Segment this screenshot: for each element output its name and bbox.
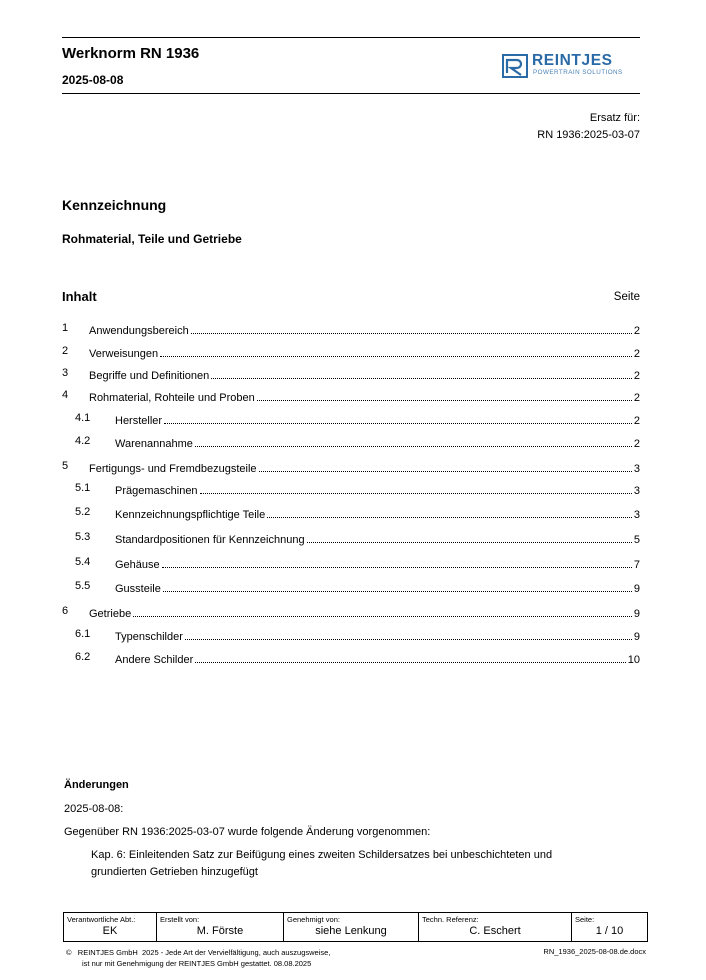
toc-entry[interactable]	[62, 389, 640, 405]
toc-entry-page: 3	[633, 485, 640, 497]
toc-entry-page: 2	[633, 370, 640, 382]
replacement-label: Ersatz für:	[589, 112, 640, 124]
toc-heading: Inhalt	[62, 289, 97, 304]
logo-tagline: POWERTRAIN SOLUTIONS	[533, 69, 623, 76]
toc-entry[interactable]	[62, 412, 640, 428]
toc-leader-dots	[195, 651, 625, 663]
toc-leader-dots	[200, 482, 632, 494]
changes-intro: Gegenüber RN 1936:2025-03-07 wurde folgende Änderung vorgenommen:	[64, 826, 431, 838]
header-top-rule	[62, 37, 640, 38]
toc-leader-dots	[259, 460, 632, 472]
toc-entry[interactable]	[62, 531, 640, 547]
approved-by-cell: Genehmigt von: siehe Lenkung	[284, 913, 419, 942]
approval-table	[63, 912, 648, 942]
toc-entry[interactable]	[62, 367, 640, 383]
logo-wordmark: REINTJES	[532, 52, 613, 69]
toc-entry[interactable]	[62, 651, 640, 667]
reintjes-logo-icon	[502, 54, 528, 78]
changes-date: 2025-08-08:	[64, 803, 124, 815]
toc-entry-number: 4.1	[75, 412, 91, 424]
toc-leader-dots	[185, 628, 632, 640]
toc-entry-page: 2	[633, 348, 640, 360]
toc-entry-title: Typenschilder	[115, 631, 183, 643]
toc-entry-title: Getriebe	[89, 608, 132, 620]
toc-entry-page: 10	[627, 654, 640, 666]
toc-entry-page: 2	[633, 438, 640, 450]
toc-entry[interactable]	[62, 506, 640, 522]
created-by-cell: Erstellt von: M. Förste	[157, 913, 284, 942]
toc-entry-number: 6.2	[75, 651, 91, 663]
changes-item-line-1: Kap. 6: Einleitenden Satz zur Beifügung eines zweiten Schildersatzes bei unbeschichteten und	[91, 849, 553, 861]
toc-entry-title: Hersteller	[115, 415, 163, 427]
toc-entry-title: Rohmaterial, Rohteile und Proben	[89, 392, 255, 404]
toc-entry-title: Warenannahme	[115, 438, 193, 450]
toc-entry-title: Gussteile	[115, 583, 161, 595]
toc-leader-dots	[160, 345, 632, 357]
toc-entry-title: Fertigungs- und Fremdbezugsteile	[89, 463, 257, 475]
toc-entry-number: 5.5	[75, 580, 91, 592]
page-number-cell: Seite: 1 / 10	[572, 913, 648, 942]
document-number: Werknorm RN 1936	[62, 45, 200, 62]
tech-reference-cell: Techn. Referenz: C. Eschert	[419, 913, 572, 942]
page-title: Kennzeichnung	[62, 197, 167, 213]
toc-entry[interactable]	[62, 580, 640, 596]
copyright-notice	[66, 947, 330, 969]
toc-leader-dots	[162, 556, 632, 568]
copyright-line-2: ist nur mit Genehmigung der REINTJES GmbH gestattet. 08.08.2025	[82, 959, 312, 968]
toc-entry[interactable]	[62, 435, 640, 451]
toc-entry-title: Prägemaschinen	[115, 485, 198, 497]
toc-entry-number: 5	[62, 460, 69, 472]
toc-leader-dots	[163, 580, 632, 592]
toc-leader-dots	[164, 412, 632, 424]
changes-heading: Änderungen	[64, 779, 129, 791]
toc-entry-page: 7	[633, 559, 640, 571]
toc-entry-page: 9	[633, 631, 640, 643]
toc-entry-number: 4	[62, 389, 69, 401]
toc-entry-title: Kennzeichnungspflichtige Teile	[115, 509, 266, 521]
toc-entry-page: 2	[633, 325, 640, 337]
changes-item-line-2: grundierten Getrieben hinzugefügt	[91, 866, 258, 878]
toc-leader-dots	[211, 367, 632, 379]
toc-entry-title: Begriffe und Definitionen	[89, 370, 210, 382]
toc-entry-page: 2	[633, 415, 640, 427]
toc-entry-number: 5.1	[75, 482, 91, 494]
toc-entry-number: 5.2	[75, 506, 91, 518]
toc-entry-page: 3	[633, 509, 640, 521]
toc-entry-page: 9	[633, 583, 640, 595]
toc-entry-number: 3	[62, 367, 69, 379]
company-logo	[502, 53, 642, 79]
toc-page-label: Seite	[613, 291, 640, 303]
toc-entry[interactable]	[62, 556, 640, 572]
toc-entry[interactable]	[62, 482, 640, 498]
document-date: 2025-08-08	[62, 73, 124, 87]
toc-leader-dots	[195, 435, 632, 447]
toc-leader-dots	[191, 322, 632, 334]
toc-entry-title: Standardpositionen für Kennzeichnung	[115, 534, 305, 546]
file-name: RN_1936_2025-08-08.de.docx	[543, 947, 646, 956]
toc-entry[interactable]	[62, 345, 640, 361]
toc-entry-page: 3	[633, 463, 640, 475]
toc-leader-dots	[307, 531, 632, 543]
toc-entry-title: Gehäuse	[115, 559, 160, 571]
toc-leader-dots	[133, 605, 632, 617]
toc-entry-title: Verweisungen	[89, 348, 159, 360]
toc-entry-title: Andere Schilder	[115, 654, 194, 666]
toc-entry-page: 9	[633, 608, 640, 620]
toc-entry-number: 6.1	[75, 628, 91, 640]
toc-entry-number: 2	[62, 345, 69, 357]
toc-entry-number: 1	[62, 322, 69, 334]
replacement-value: RN 1936:2025-03-07	[537, 129, 640, 141]
responsible-dept-cell: Verantwortliche Abt.: EK	[64, 913, 157, 942]
header-bottom-rule	[62, 93, 640, 94]
copyright-line-1: © REINTJES GmbH 2025 - Jede Art der Vervielfältigung, auch auszugsweise,	[66, 948, 331, 957]
toc-entry-number: 4.2	[75, 435, 91, 447]
toc-entry-number: 5.3	[75, 531, 91, 543]
toc-leader-dots	[257, 389, 632, 401]
toc-leader-dots	[267, 506, 632, 518]
toc-entry-page: 5	[633, 534, 640, 546]
toc-entry[interactable]	[62, 605, 640, 621]
toc-entry-page: 2	[633, 392, 640, 404]
page-subtitle: Rohmaterial, Teile und Getriebe	[62, 232, 242, 246]
toc-entry[interactable]	[62, 322, 640, 338]
toc-entry[interactable]	[62, 628, 640, 644]
toc-entry[interactable]	[62, 460, 640, 476]
toc-entry-number: 6	[62, 605, 69, 617]
toc-entry-title: Anwendungsbereich	[89, 325, 189, 337]
toc-entry-number: 5.4	[75, 556, 91, 568]
